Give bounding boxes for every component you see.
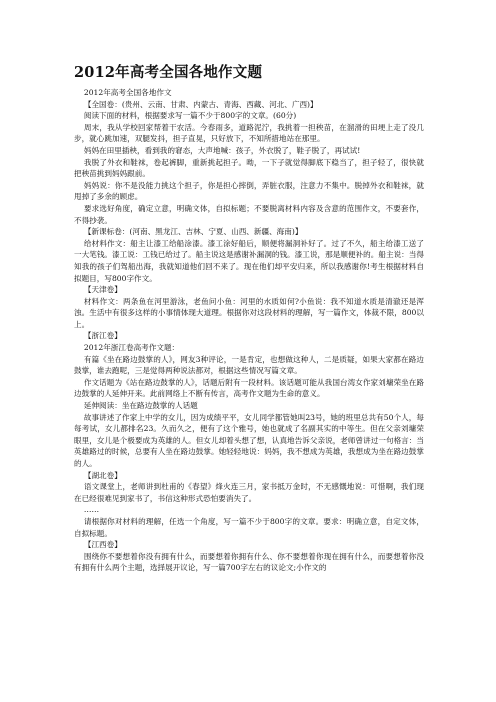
paragraph: 我脱了外衣和鞋袜，卷起裤脚，重新挑起担子。呦，一下子就觉得脚底下稳当了，担子轻了，很快就把秧苗挑到妈妈跟前。: [74, 157, 424, 179]
document-body: [74, 87, 424, 574]
paragraph: 给材料作文：船主让漆工给船涂漆。漆工涂好船后，顺便将漏洞补好了。过了不久，船主给漆工送了一大笔钱。漆工说：工钱已给过了。船主说这是感谢补漏洞的钱。漆工说，那是顺便补的。船主说：当得知我的孩子们驾船出海，我就知道他们回不来了。现在他们却平安归来，所以我感谢你!考生根据材料自拟题目，写800字作文。: [74, 238, 424, 283]
paragraph: 语文课堂上，老师讲到杜甫的《春望》烽火连三月，家书抵万金时，不无感慨地说：可惜啊，我们现在已经很难见到家书了，书信这种形式恐怕要消失了。: [74, 482, 424, 503]
section-heading: 【江西卷】: [83, 540, 122, 550]
section-heading: 【全国卷：(贵州、云南、甘肃、内蒙古、青海、西藏、河北、广西)】: [83, 99, 318, 109]
section-heading: 【新课标卷：(河南、黑龙江、吉林、宁夏、山西、新疆、海南)】: [83, 227, 303, 237]
section-heading: 【天津卷】: [83, 285, 122, 295]
paragraph: 阅读下面的材料，根据要求写一篇不少于800字的文章。(60分): [83, 111, 297, 121]
document-title: 2012年高考全国各地作文题: [74, 64, 263, 81]
section-heading: 【浙江卷】: [83, 331, 122, 341]
paragraph: 故事讲述了作家上中学的女儿，因为成绩平平，女儿同学都管她叫23号，她的班里总共有50个人，每每考试，女儿都排名23。久而久之，便有了这个雅号，她也就成了名副其实的中等生。但在父亲刘墉荣眼里，女儿是个极要成为英雄的人。但女儿却着头想了想，认真地告诉父亲说，老师曾讲过一句格言：当英雄路过的时候，总要有人坐在路边鼓掌。她轻轻地说：妈妈，我不想成为英雄，我想成为坐在路边鼓掌的人。: [74, 412, 424, 468]
paragraph: 妈妈说：你不是没能力挑这个担子，你是担心摔倒，弄脏衣服，注意力不集中。脱掉外衣和鞋袜，就甩掉了多余的顾虑。: [74, 180, 424, 202]
paragraph: 2012年高考全国各地作文: [83, 88, 172, 97]
paragraph: 作文话题为《站在路边鼓掌的人》，话题后附有一段材料。该话题可能从我国台湾女作家刘墉荣坐在路边鼓掌的人延伸开来。此前网络上不断有传言，高考作文题为生命的意义。: [74, 377, 424, 399]
paragraph: 要求选好角度，确定立意，明确文体，自拟标题；不要脱离材料内容及含意的范围作文，不要套作，不得抄袭。: [74, 203, 424, 225]
paragraph: ……: [83, 505, 100, 515]
paragraph: 材料作文：两条鱼在河里游泳，老鱼问小鱼：河里的水质如何?小鱼说：我不知道水质是清澈还是浑浊。生活中有很多这样的小事情体现大道理。根据你对这段材料的理解，写一篇作文，体裁不限，800以上。: [74, 296, 424, 329]
paragraph: 周末，我从学校回家帮着干农活。今春雨多，道路泥泞，我挑着一担秧苗，在溜滑的田埂上走了没几步，就心跳加速，双腿发抖，担子直晃，只好放下，不知所措地站在那里。: [74, 122, 424, 144]
paragraph: 延伸阅读：坐在路边鼓掌的人话题: [83, 401, 198, 411]
paragraph: 2012年浙江卷高考作文题：: [83, 343, 180, 353]
paragraph: 请根据你对材料的理解，任选一个角度，写一篇不少于800字的文章。要求：明确立意，自定文体，自拟标题。: [74, 516, 424, 538]
paragraph: 围绕你不要想着你没有拥有什么，而要想着你拥有什么、你不要想着你现在拥有什么，而要想着你没有拥有什么两个主题，选择展开议论，写一篇700字左右的议论文;小作文的: [74, 551, 424, 573]
paragraph: 妈妈在田里插秧，看到我的窘态，大声地喊：孩子，外衣脱了，鞋子脱了，再试试!: [83, 145, 361, 155]
paragraph: 有篇《坐在路边鼓掌的人》，网友3种评论，一是肯定，也想做这种人，二是质疑，如果大家都在路边鼓掌，谁去跑呢，三是觉得两种说法都对，根据这些情况写篇文章。: [74, 354, 424, 376]
section-heading: 【湖北卷】: [83, 470, 122, 480]
document-page: [74, 64, 424, 702]
